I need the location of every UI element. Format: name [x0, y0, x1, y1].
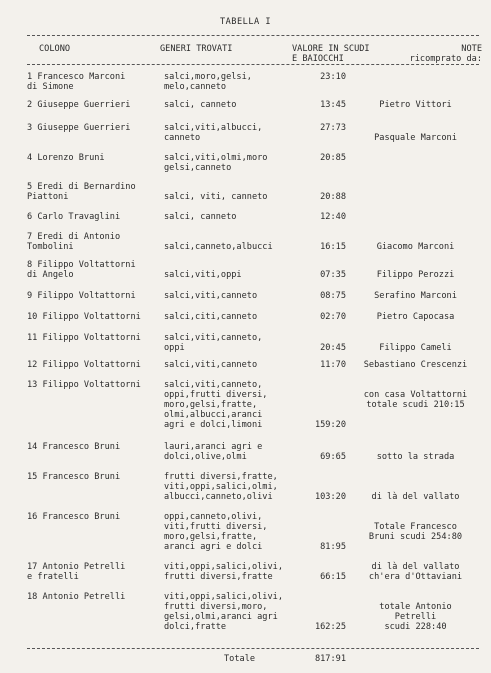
row-valore: 08:75 — [320, 291, 346, 301]
row-note: Pietro Capocasa — [376, 312, 455, 322]
row-colono: 14 Francesco Bruni — [27, 442, 121, 452]
row-note: Serafino Marconi — [374, 291, 457, 301]
row-generi: oppi,canneto,olivi, viti,frutti diversi, moro,gelsi,fratte, aranci agri e dolci — [164, 512, 268, 552]
row-valore: 20:85 — [320, 153, 346, 163]
row-colono: 11 Filippo Voltattorni — [27, 333, 141, 343]
row-colono: 12 Filippo Voltattorni — [27, 360, 141, 370]
row-note: Giacomo Marconi — [376, 242, 455, 252]
row-colono: 3 Giuseppe Guerrieri — [27, 123, 131, 133]
header-colono: COLONO — [39, 44, 71, 54]
row-valore: 103:20 — [314, 492, 346, 502]
row-generi: salci, canneto — [164, 100, 237, 110]
header-valore: VALORE IN SCUDI E BAIOCCHI — [292, 44, 370, 64]
row-valore: 162:25 — [314, 622, 346, 632]
row-valore: 27:73 — [320, 123, 346, 133]
row-note: totale Antonio Petrelli scudi 228:40 — [379, 602, 452, 632]
row-note: di là del vallato ch'era d'Ottaviani — [368, 562, 463, 582]
row-generi: salci,viti,albucci, canneto — [164, 123, 263, 143]
row-generi: salci, viti, canneto — [164, 192, 268, 202]
row-note: Filippo Perozzi — [376, 270, 455, 280]
row-generi: salci,viti,canneto, oppi,frutti diversi, moro,gelsi,fratte, olmi,albucci,aranci agri e dolci,limoni — [164, 380, 268, 430]
top-divider — [27, 35, 479, 36]
row-note: sotto la strada — [376, 452, 455, 462]
row-note: di là del vallato — [371, 492, 460, 502]
row-colono: 2 Giuseppe Guerrieri — [27, 100, 131, 110]
bottom-divider — [27, 648, 479, 649]
row-valore: 13:45 — [320, 100, 346, 110]
row-generi: salci,viti,canneto — [164, 360, 258, 370]
row-generi: salci,viti,olmi,moro gelsi,canneto — [164, 153, 268, 173]
total-label: Totale — [224, 654, 256, 664]
row-note: Pietro Vittori — [379, 100, 452, 110]
row-generi: salci,viti,oppi — [164, 270, 242, 280]
row-colono: 10 Filippo Voltattorni — [27, 312, 141, 322]
header-generi: GENERI TROVATI — [160, 44, 233, 54]
total-value: 817:91 — [314, 654, 346, 664]
row-note: con casa Voltattorni totale scudi 210:15 — [363, 390, 468, 410]
row-colono: 4 Lorenzo Bruni — [27, 153, 105, 163]
row-valore: 23:10 — [320, 72, 346, 82]
row-colono: 9 Filippo Voltattorni — [27, 291, 136, 301]
row-colono: 17 Antonio Petrelli e fratelli — [27, 562, 126, 582]
row-generi: salci,canneto,albucci — [164, 242, 273, 252]
row-generi: salci, canneto — [164, 212, 237, 222]
row-colono: 13 Filippo Voltattorni — [27, 380, 141, 390]
row-colono: 8 Filippo Voltattorni di Angelo — [27, 260, 136, 280]
row-valore: 69:65 — [320, 452, 346, 462]
row-valore: 66:15 — [320, 572, 346, 582]
row-generi: lauri,aranci agri e dolci,olive,olmi — [164, 442, 263, 462]
row-valore: 20:88 — [320, 192, 346, 202]
row-colono: 5 Eredi di Bernardino Piattoni — [27, 182, 136, 202]
row-valore: 81:95 — [320, 542, 346, 552]
header-divider — [27, 64, 479, 65]
row-colono: 6 Carlo Travaglini — [27, 212, 121, 222]
row-valore: 02:70 — [320, 312, 346, 322]
row-generi: salci,viti,canneto, oppi — [164, 333, 263, 353]
row-colono: 1 Francesco Marconi di Simone — [27, 72, 126, 92]
row-valore: 07:35 — [320, 270, 346, 280]
row-generi: viti,oppi,salici,olivi, frutti diversi,moro, gelsi,olmi,aranci agri dolci,fratte — [164, 592, 283, 632]
row-generi: salci,moro,gelsi, melo,canneto — [164, 72, 252, 92]
row-note: Filippo Cameli — [379, 343, 452, 353]
row-generi: viti,oppi,salici,olivi, frutti diversi,fratte — [164, 562, 283, 582]
row-note: Pasquale Marconi — [374, 133, 457, 143]
row-valore: 159:20 — [314, 420, 346, 430]
row-note: Totale Francesco Bruni scudi 254:80 — [368, 522, 463, 542]
row-valore: 12:40 — [320, 212, 346, 222]
header-note: NOTE ricomprato da: — [409, 44, 482, 64]
row-colono: 18 Antonio Petrelli — [27, 592, 126, 602]
row-note: Sebastiano Crescenzi — [363, 360, 468, 370]
row-colono: 16 Francesco Bruni — [27, 512, 121, 522]
row-generi: salci,citi,canneto — [164, 312, 258, 322]
row-valore: 20:45 — [320, 343, 346, 353]
table-title: TABELLA I — [219, 17, 272, 27]
row-valore: 16:15 — [320, 242, 346, 252]
row-valore: 11:70 — [320, 360, 346, 370]
row-generi: frutti diversi,fratte, viti,oppi,salici,olmi, albucci,canneto,olivi — [164, 472, 278, 502]
row-colono: 15 Francesco Bruni — [27, 472, 121, 482]
row-generi: salci,viti,canneto — [164, 291, 258, 301]
row-colono: 7 Eredi di Antonio Tombolini — [27, 232, 121, 252]
